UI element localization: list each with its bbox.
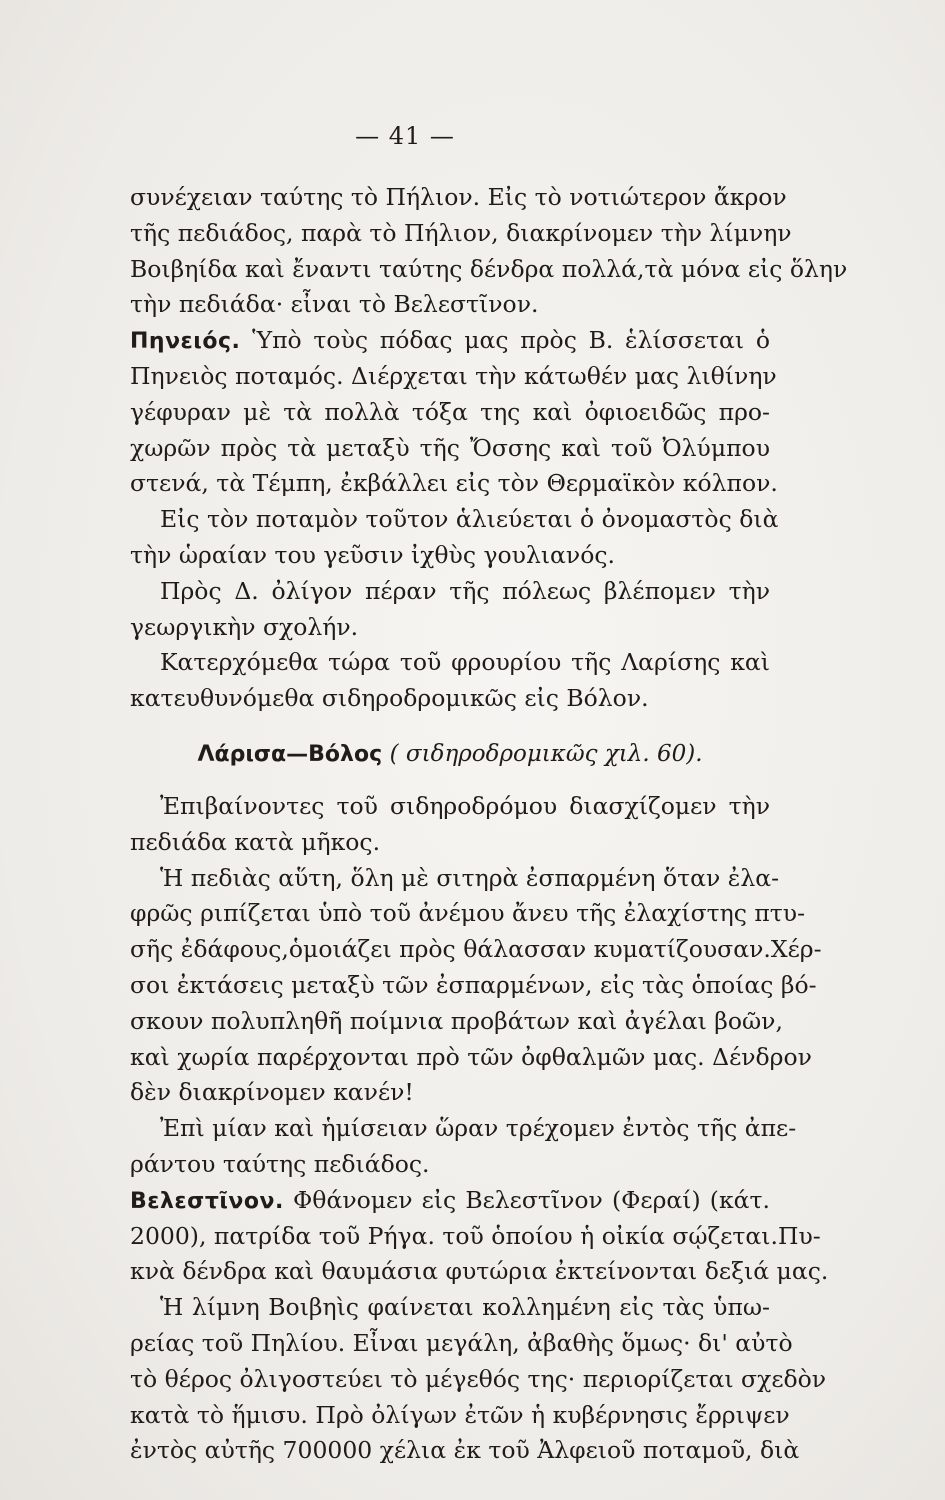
heading-detail: ( σιδηροδρομικῶς χιλ. 60).	[389, 740, 703, 767]
text-line: Ἐπὶ μίαν καὶ ἡμίσειαν ὥραν τρέχομεν ἐντὸς τῆς ἀπε-	[160, 1114, 797, 1143]
text-line: Ἡ πεδιὰς αὕτη, ὅλη μὲ σιτηρὰ ἐσπαρμένη ὅταν ἐλα-	[160, 863, 780, 892]
text-line: Κατερχόμεθα τώρα τοῦ φρουρίου τῆς Λαρίσης καὶ	[160, 648, 770, 677]
page-number: — 41 —	[355, 122, 455, 150]
text-line: συνέχειαν ταύτης τὸ Πήλιον. Εἰς τὸ νοτιώτερον ἄκρον	[130, 183, 787, 211]
text-line: Πρὸς Δ. ὀλίγον πέραν τῆς πόλεως βλέπομεν τὴν	[160, 576, 770, 605]
text-line: καὶ χωρία παρέρχονται πρὸ τῶν ὀφθαλμῶν μας. Δένδρον	[130, 1042, 812, 1071]
text-line: φρῶς ριπίζεται ὑπὸ τοῦ ἀνέμου ἄνευ τῆς ἐλαχίστης πτυ-	[130, 899, 806, 928]
text-line: δὲν διακρίνομεν κανέν!	[130, 1078, 414, 1107]
heading-route: Λάρισα—Βόλος	[197, 741, 383, 767]
text-line: τὴν ὡραίαν του γεῦσιν ἰχθὺς γουλιανός.	[130, 540, 615, 569]
text-line: πεδιάδα κατὰ μῆκος.	[130, 827, 381, 856]
text-line: Ἡ λίμνη Βοιβηὶς φαίνεται κολλημένη εἰς τὰς ὑπω-	[160, 1293, 770, 1322]
text-line: κατὰ τὸ ἥμισυ. Πρὸ ὀλίγων ἐτῶν ἡ κυβέρνησις ἔρριψεν	[130, 1400, 790, 1429]
text-line: χωρῶν πρὸς τὰ μεταξὺ τῆς Ὄσσης καὶ τοῦ Ὀλύμπου	[130, 433, 770, 462]
text-line: τῆς πεδιάδος, παρὰ τὸ Πήλιον, διακρίνομεν τὴν λίμνην	[130, 218, 792, 247]
text-line: στενά, τὰ Τέμπη, ἐκβάλλει εἰς τὸν Θερμαϊκὸν κόλπον.	[130, 469, 778, 498]
paragraph-pineios-first-line: Πηνειός. Ὑπὸ τοὺς πόδας μας πρὸς Β. ἑλίσσεται ὁ	[130, 326, 770, 355]
section-head-pineios: Πηνειός.	[130, 329, 241, 355]
text-line: γεωργικὴν σχολήν.	[130, 612, 359, 641]
text-line: Βοιβηίδα καὶ ἔναντι ταύτης δένδρα πολλά,τὰ μόνα εἰς ὅλην	[130, 254, 848, 283]
text-line: ράντου ταύτης πεδιάδος.	[130, 1149, 430, 1178]
text-line: σοι ἐκτάσεις μεταξὺ τῶν ἐσπαρμένων, εἰς τὰς ὁποίας βό-	[130, 970, 817, 999]
section-head-velestino: Βελεστῖνον.	[130, 1188, 284, 1214]
text-line: Πηνειὸς ποταμός. Διέρχεται τὴν κάτωθέν μας λιθίνην	[130, 361, 777, 390]
section-heading	[130, 725, 770, 781]
text-line: κατευθυνόμεθα σιδηροδρομικῶς εἰς Βόλον.	[130, 684, 649, 713]
text-line: σκουν πολυπληθῆ ποίμνια προβάτων καὶ ἀγέλαι βοῶν,	[130, 1006, 783, 1035]
text-line: 2000), πατρίδα τοῦ Ρήγα. τοῦ ὁποίου ἡ οἰκία σῴζεται.Πυ-	[130, 1221, 821, 1250]
text-line: Εἰς τὸν ποταμὸν τοῦτον ἁλιεύεται ὁ ὀνομαστὸς διὰ	[160, 505, 779, 534]
text-line: τὴν πεδιάδα· εἶναι τὸ Βελεστῖνον.	[130, 290, 539, 319]
text-line: ἐντὸς αὐτῆς 700000 χέλια ἐκ τοῦ Ἀλφειοῦ ποταμοῦ, διὰ	[130, 1436, 800, 1465]
text-line: γέφυραν μὲ τὰ πολλὰ τόξα της καὶ ὀφιοειδῶς προ-	[130, 397, 770, 426]
text-line: σῆς ἐδάφους,ὁμοιάζει πρὸς θάλασσαν κυματίζουσαν.Χέρ-	[130, 935, 822, 964]
paragraph-velestino-first-line: Βελεστῖνον. Φθάνομεν εἰς Βελεστῖνον (Φεραί) (κάτ.	[130, 1185, 770, 1214]
text-line: κνὰ δένδρα καὶ θαυμάσια φυτώρια ἐκτείνονται δεξιά μας.	[130, 1257, 829, 1286]
body-text	[130, 180, 848, 1469]
text-line: τὸ θέρος ὀλιγοστεύει τὸ μέγεθός της· περιορίζεται σχεδὸν	[130, 1364, 827, 1393]
text-line: Ἐπιβαίνοντες τοῦ σιδηροδρόμου διασχίζομεν τὴν	[160, 791, 770, 820]
text-line: ρείας τοῦ Πηλίου. Εἶναι μεγάλη, ἀβαθὴς ὅμως· δι' αὐτὸ	[130, 1328, 793, 1357]
